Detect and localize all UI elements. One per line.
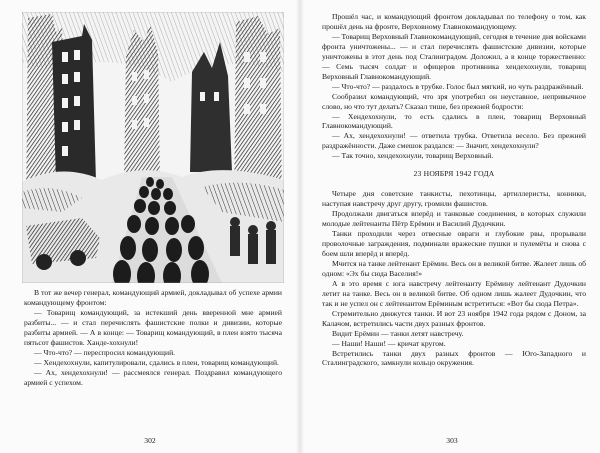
war-illustration	[22, 12, 284, 283]
paragraph: — Хендехохнули, капитулировали, сдались в плен, товарищ командующий.	[34, 357, 279, 367]
page-number: 303	[446, 436, 458, 445]
section-heading: 23 НОЯБРЯ 1942 ГОДА	[413, 169, 495, 179]
paragraph: Сообразил командующий, что зря употребил он неуставное, непривычное слово, но что тут делать? Сказал тише, без прежней бодрости:	[322, 91, 586, 111]
right-page	[300, 0, 600, 453]
paragraph: А в это время с юга навстречу лейтенанту Ерёмину лейтенант Дудочкин летит на танке. Весь он в великой битве. Об одном лишь жалеет Дудочкин, что так и не успел он с лейтенантом Ерёминым встретиться: «Вот бы сюда Петра».	[322, 278, 586, 308]
paragraph: Стремительно движутся танки. И вот 23 ноября 1942 года рядом с Доном, за Калачом, встретились части двух разных фронтов.	[322, 308, 586, 328]
paragraph: — Ах, хендехохнули! — ответила трубка. Ответила весело. Без прежней раздражённости. Даже смешок раздался: — Значит, хендехохнули?	[322, 131, 586, 151]
paragraph: — Товарищ Верховный Главнокомандующий, сегодня в течение дня войсками фронта уничтожены... — и стал перечислять фашистские дивизии, которые уничтожены в этот день под Сталинградом. Доложил, а в конце торжественно: — Семь тысяч солдат и офицеров противника хендехохнули, товарищ Верховный Главнокомандующий.	[322, 31, 586, 81]
paragraph: — Хендехохнули, то есть сдались в плен, товарищ Верховный Главнокомандующий.	[322, 111, 586, 131]
paragraph: Продолжали двигаться вперёд и танковые соединения, в которых служили молодые лейтенанты Пётр Ерёмин и Василий Дудочкин.	[322, 209, 586, 229]
paragraph: — Что-что? — раздалось в трубке. Голос был мягкий, но чуть раздражённый.	[332, 81, 584, 91]
paragraph: — Что-что? — переспросил командующий.	[34, 347, 176, 357]
paragraph: — Так точно, хендехохнули, товарищ Верховный.	[332, 151, 494, 161]
right-page-text	[322, 12, 586, 368]
left-page-text	[24, 288, 282, 388]
paragraph: Мчится на танке лейтенант Ерёмин. Весь он в великой битве. Жалеет лишь об одном: «Эх бы сюда Васелия!»	[322, 258, 586, 278]
page-number: 302	[144, 436, 156, 445]
paragraph: — Товарищ командующий, за истекший день вверенной мне армией разбиты... — и стал перечислять фашистские полки и дивизии, которые разбиты армией. — А в конце: — Товарищ командующий, в плен взято тысяча пятьсот фашистов. Ханде-хохнули!	[24, 307, 282, 347]
paragraph: Видит Ерёмин — танки летят навстречу.	[332, 328, 464, 338]
paragraph: Встретились танки двух разных фронтов — Юго-Западного и Сталинградского, замкнули кольцо окружения.	[322, 348, 586, 368]
paragraph: Танки проходили через отвесные овраги и глубокие рвы, прорывали проволочные заграждения, подминали вражеские пушки и пулемёты и снова с боем шли вперёд и вперёд.	[322, 229, 586, 258]
paragraph: Прошёл час, и командующий фронтом докладывал по телефону о том, как прошёл день на фронте, Верховному Главнокомандующему.	[322, 12, 586, 31]
ruined-city-soldiers-icon	[22, 12, 284, 283]
paragraph: Четыре дня советские танкисты, пехотинцы, артиллеристы, конники, наступая навстречу друг другу, громили фашистов.	[322, 189, 586, 209]
paragraph: — Наши! Наши! — кричат кругом.	[332, 338, 446, 348]
paragraph: — Ах, хендехохнули! — рассмеялся генерал. Поздравил командующего армией с успехом.	[24, 367, 282, 387]
paragraph: В тот же вечер генерал, командующий армией, докладывал об успехе армии командующему фронтом:	[24, 288, 282, 307]
